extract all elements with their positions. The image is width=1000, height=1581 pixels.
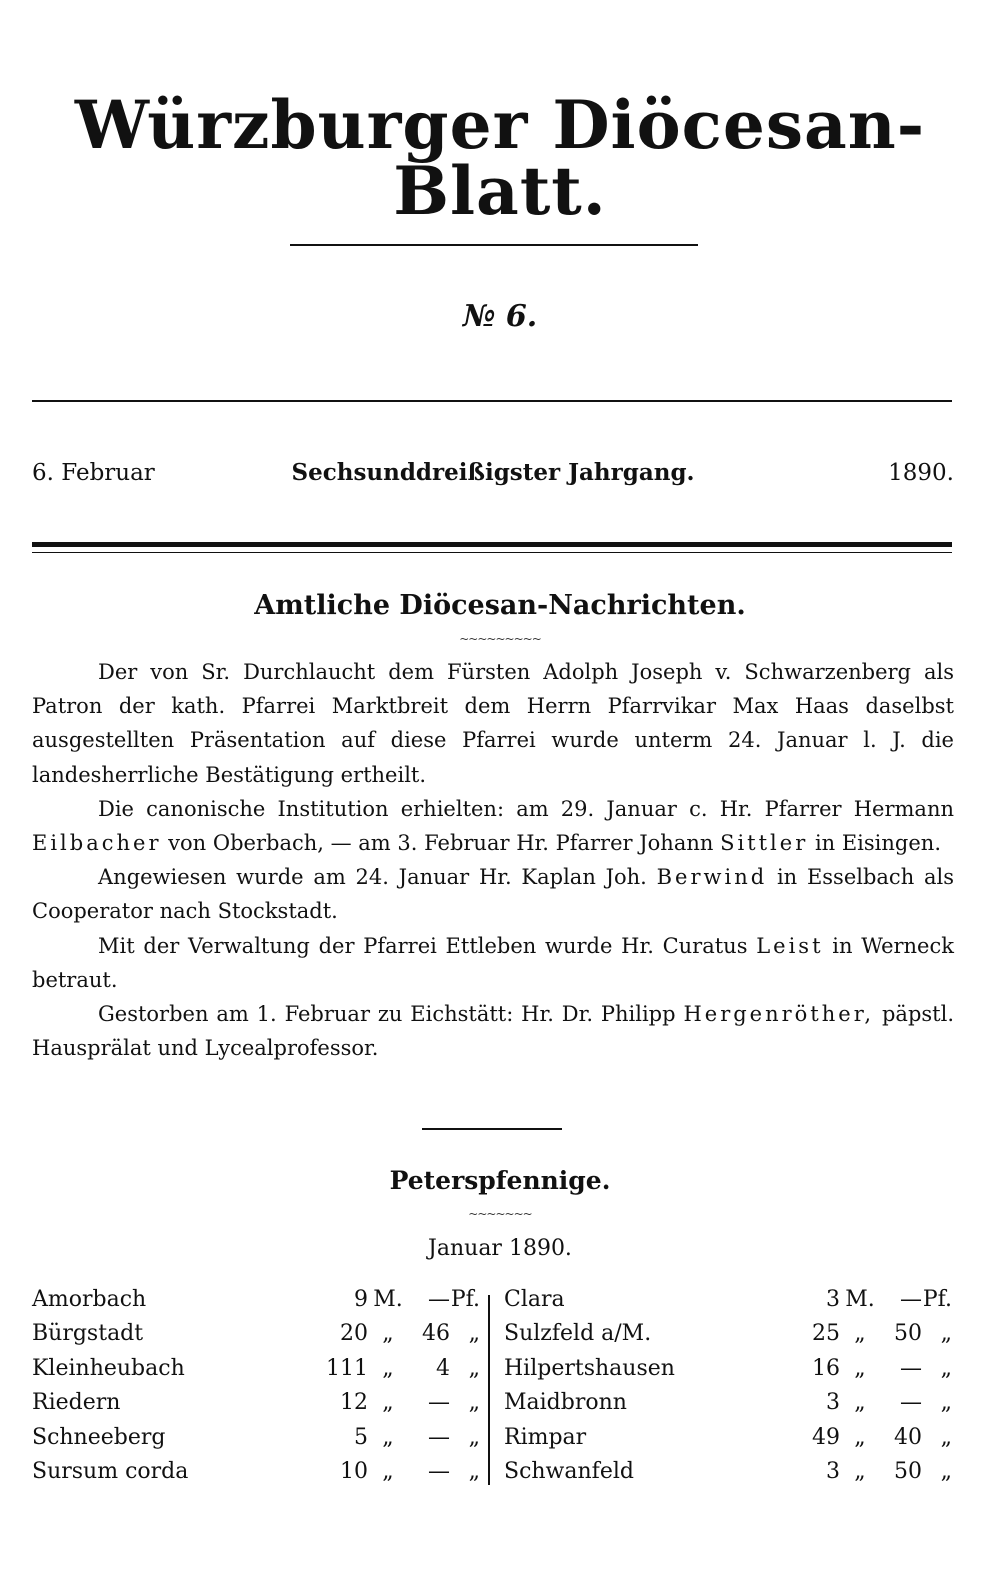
- donations-left-column: [32, 1283, 480, 1489]
- donation-pfennig-unit: „: [468, 1321, 480, 1347]
- news-paragraph-4: Mit der Verwaltung der Pfarrei Ettleben wurde Hr. Curatus Leist in Werneck betraut.: [32, 933, 954, 992]
- donation-row: [504, 1386, 952, 1420]
- donation-row: [32, 1317, 480, 1351]
- donation-row: [504, 1283, 952, 1317]
- donation-marks: 9: [354, 1287, 368, 1312]
- donation-pfennig-unit: „: [468, 1458, 480, 1484]
- donation-pfennig: —: [428, 1458, 450, 1484]
- donation-pfennig-unit: „: [940, 1458, 952, 1484]
- official-news-title: Amtliche Diöcesan-Nachrichten.: [254, 590, 746, 621]
- issue-number: № 6.: [462, 299, 538, 334]
- donation-row: [32, 1386, 480, 1420]
- donation-row: [504, 1352, 952, 1386]
- donation-row: [32, 1283, 480, 1317]
- donations-table: [32, 1283, 952, 1493]
- donation-pfennig: 50: [894, 1321, 922, 1347]
- donation-place: Clara: [504, 1287, 565, 1312]
- donation-pfennig: —: [900, 1355, 922, 1381]
- news-paragraph-5: Gestorben am 1. Februar zu Eichstätt: Hr. Dr. Philipp Hergenröther, päpstl. Hausprälat und Lycealprofessor.: [32, 1002, 954, 1061]
- donation-place: Maidbronn: [504, 1390, 627, 1416]
- donation-row: [32, 1421, 480, 1455]
- donation-pfennig: —: [900, 1287, 922, 1312]
- donation-marks: 3: [826, 1287, 840, 1312]
- donation-pfennig-unit: Pf.: [450, 1287, 480, 1312]
- dateline-rule-thick: [32, 542, 952, 547]
- donation-row: [504, 1455, 952, 1489]
- donation-pfennig: 40: [894, 1424, 922, 1450]
- issue-year: 1890.: [888, 460, 954, 486]
- volume-label: Sechsunddreißigster Jahrgang.: [291, 459, 695, 486]
- donation-pfennig: 46: [422, 1321, 450, 1347]
- person-name: Hergenröther,: [683, 1002, 875, 1027]
- section-divider: [422, 1128, 562, 1130]
- issue-date: 6. Februar: [32, 460, 155, 486]
- donation-marks: 20: [340, 1321, 368, 1347]
- donation-pfennig-unit: Pf.: [922, 1287, 952, 1312]
- donation-pfennig-unit: „: [468, 1390, 480, 1416]
- masthead-rule: [290, 244, 698, 246]
- masthead: Würzburger Diöcesan-Blatt.: [74, 86, 926, 230]
- donation-pfennig-unit: „: [940, 1424, 952, 1450]
- donation-marks: 5: [354, 1424, 368, 1450]
- peterspfennige-month: Januar 1890.: [428, 1236, 572, 1261]
- donation-pfennig: —: [900, 1390, 922, 1416]
- donation-place: Amorbach: [32, 1287, 147, 1312]
- donation-place: Rimpar: [504, 1424, 587, 1450]
- donation-mark-unit: „: [382, 1321, 394, 1347]
- donation-marks: 12: [340, 1390, 368, 1416]
- donation-row: [32, 1455, 480, 1489]
- donation-marks: 3: [826, 1458, 840, 1484]
- peterspfennige-squiggle: ~~~~~~~: [468, 1207, 532, 1221]
- news-paragraph-3: Angewiesen wurde am 24. Januar Hr. Kaplan Joh. Berwind in Esselbach als Cooperator nach Stockstadt.: [32, 865, 954, 924]
- donation-pfennig-unit: „: [940, 1321, 952, 1347]
- donation-pfennig-unit: „: [468, 1424, 480, 1450]
- donation-marks: 25: [812, 1321, 840, 1347]
- donation-place: Sulzfeld a/M.: [504, 1321, 652, 1347]
- donation-marks: 3: [826, 1390, 840, 1416]
- column-divider: [488, 1295, 490, 1485]
- donation-mark-unit: M.: [373, 1287, 403, 1312]
- donation-pfennig-unit: „: [468, 1355, 480, 1381]
- donation-row: [32, 1352, 480, 1386]
- donation-mark-unit: „: [382, 1424, 394, 1450]
- dateline-rule-thin: [32, 552, 952, 553]
- donation-mark-unit: „: [382, 1355, 394, 1381]
- donation-place: Schwanfeld: [504, 1458, 634, 1484]
- donation-mark-unit: „: [854, 1321, 866, 1347]
- donation-place: Hilpertshausen: [504, 1355, 675, 1381]
- donation-place: Bürgstadt: [32, 1321, 144, 1347]
- donation-mark-unit: „: [854, 1355, 866, 1381]
- news-paragraph-1: Der von Sr. Durchlaucht dem Fürsten Adolph Joseph v. Schwarzenberg als Patron der kath. Pfarrei Marktbreit dem Herrn Pfarrvikar Max Haas daselbst ausgestellten Präsentation auf diese Pfarrei wurde unterm 24. Januar l. J. die landesherrliche Bestätigung ertheilt.: [32, 660, 954, 787]
- donation-mark-unit: „: [854, 1458, 866, 1484]
- donation-place: Kleinheubach: [32, 1355, 185, 1381]
- header-rule: [32, 400, 952, 402]
- donation-mark-unit: „: [382, 1390, 394, 1416]
- donation-row: [504, 1421, 952, 1455]
- donation-marks: 10: [340, 1458, 368, 1484]
- news-paragraph-2: Die canonische Institution erhielten: am 29. Januar c. Hr. Pfarrer Hermann Eilbacher von Oberbach, — am 3. Februar Hr. Pfarrer Johann Sittler in Eisingen.: [32, 796, 954, 856]
- donation-marks: 49: [812, 1424, 840, 1450]
- donation-mark-unit: „: [382, 1458, 394, 1484]
- donations-right-column: [504, 1283, 952, 1489]
- donation-pfennig: —: [428, 1424, 450, 1450]
- donation-pfennig: 50: [894, 1458, 922, 1484]
- donation-mark-unit: M.: [845, 1287, 875, 1312]
- donation-pfennig: —: [428, 1390, 450, 1416]
- donation-place: Schneeberg: [32, 1424, 166, 1450]
- donation-marks: 111: [326, 1355, 368, 1381]
- donation-row: [504, 1317, 952, 1351]
- donation-mark-unit: „: [854, 1390, 866, 1416]
- donation-pfennig: 4: [436, 1355, 450, 1381]
- donation-mark-unit: „: [854, 1424, 866, 1450]
- person-name: Berwind: [656, 865, 768, 890]
- donation-pfennig-unit: „: [940, 1355, 952, 1381]
- donation-marks: 16: [812, 1355, 840, 1381]
- donation-pfennig-unit: „: [940, 1390, 952, 1416]
- person-name: Leist: [756, 933, 824, 958]
- person-name: Sittler: [720, 831, 809, 856]
- official-news-body: [32, 655, 954, 1065]
- official-news-squiggle: ~~~~~~~~~: [459, 632, 541, 646]
- donation-pfennig: —: [428, 1287, 450, 1312]
- person-name: Eilbacher: [32, 831, 162, 856]
- dateline: [32, 458, 954, 488]
- donation-place: Riedern: [32, 1390, 121, 1416]
- donation-place: Sursum corda: [32, 1458, 189, 1484]
- peterspfennige-title: Peterspfennige.: [389, 1166, 611, 1195]
